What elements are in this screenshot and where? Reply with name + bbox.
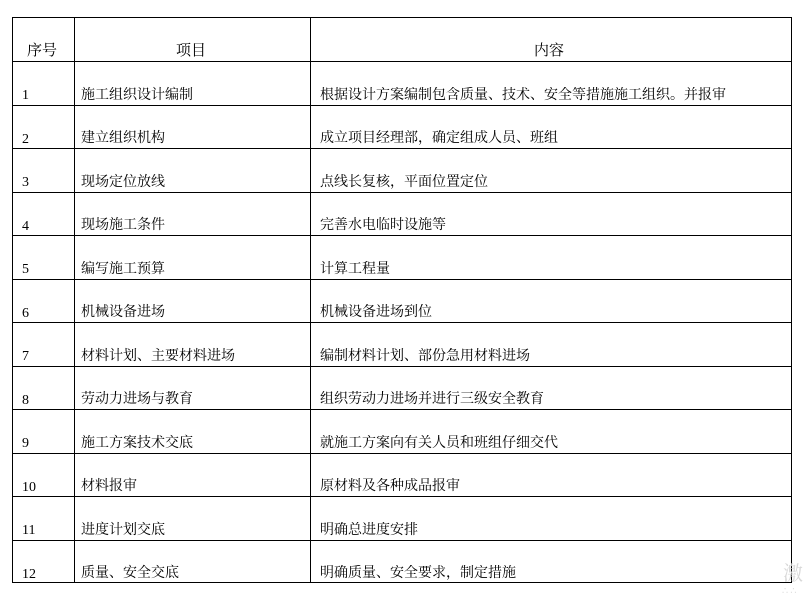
row-item: 建立组织机构 — [81, 130, 165, 146]
row-content: 根据设计方案编制包含质量、技术、安全等措施施工组织。并报审 — [320, 87, 726, 103]
row-content: 编制材料计划、部份急用材料进场 — [320, 348, 530, 364]
row-seq: 12 — [22, 567, 36, 582]
row-seq: 5 — [22, 262, 29, 277]
row-seq: 4 — [22, 219, 29, 234]
row-seq: 3 — [22, 175, 29, 190]
row-divider — [12, 148, 792, 149]
row-divider — [12, 540, 792, 541]
row-seq: 1 — [22, 88, 29, 103]
column-divider — [74, 17, 75, 583]
row-content: 计算工程量 — [320, 261, 390, 277]
row-divider — [12, 279, 792, 280]
row-seq: 10 — [22, 480, 36, 495]
row-item: 机械设备进场 — [81, 304, 165, 320]
header-content: 内容 — [534, 41, 565, 59]
row-content: 机械设备进场到位 — [320, 304, 432, 320]
row-seq: 2 — [22, 132, 29, 147]
row-content: 成立项目经理部，确定组成人员、班组 — [320, 130, 558, 146]
row-seq: 9 — [22, 436, 29, 451]
row-content: 完善水电临时设施等 — [320, 217, 446, 233]
watermark-subtext: ∴∴ — [782, 586, 799, 597]
row-item: 材料计划、主要材料进场 — [81, 348, 235, 364]
row-item: 现场定位放线 — [81, 174, 165, 190]
row-divider — [12, 409, 792, 410]
table-bottom-border — [12, 582, 792, 583]
row-content: 点线长复核，平面位置定位 — [320, 174, 488, 190]
header-divider — [12, 61, 792, 62]
row-item: 材料报审 — [81, 478, 137, 494]
row-seq: 7 — [22, 349, 29, 364]
row-divider — [12, 105, 792, 106]
watermark-text: 激 — [783, 561, 803, 585]
row-divider — [12, 496, 792, 497]
row-item: 劳动力进场与教育 — [81, 391, 193, 407]
row-item: 质量、安全交底 — [81, 565, 179, 581]
row-divider — [12, 366, 792, 367]
row-divider — [12, 192, 792, 193]
row-divider — [12, 235, 792, 236]
row-seq: 8 — [22, 393, 29, 408]
row-item: 编写施工预算 — [81, 261, 165, 277]
row-item: 施工方案技术交底 — [81, 435, 193, 451]
row-content: 就施工方案向有关人员和班组仔细交代 — [320, 435, 558, 451]
row-item: 进度计划交底 — [81, 522, 165, 538]
header-seq: 序号 — [27, 41, 58, 59]
table-left-border — [12, 17, 13, 583]
row-content: 明确总进度安排 — [320, 522, 418, 538]
row-seq: 6 — [22, 306, 29, 321]
row-content: 明确质量、安全要求，制定措施 — [320, 565, 516, 581]
schedule-table — [12, 17, 792, 583]
row-divider — [12, 322, 792, 323]
row-content: 原材料及各种成品报审 — [320, 478, 460, 494]
row-content: 组织劳动力进场并进行三级安全教育 — [320, 391, 544, 407]
row-divider — [12, 453, 792, 454]
column-divider — [310, 17, 311, 583]
table-top-border — [12, 17, 792, 18]
header-item: 项目 — [176, 41, 207, 59]
row-item: 施工组织设计编制 — [81, 87, 193, 103]
row-seq: 11 — [22, 523, 36, 538]
row-item: 现场施工条件 — [81, 217, 165, 233]
